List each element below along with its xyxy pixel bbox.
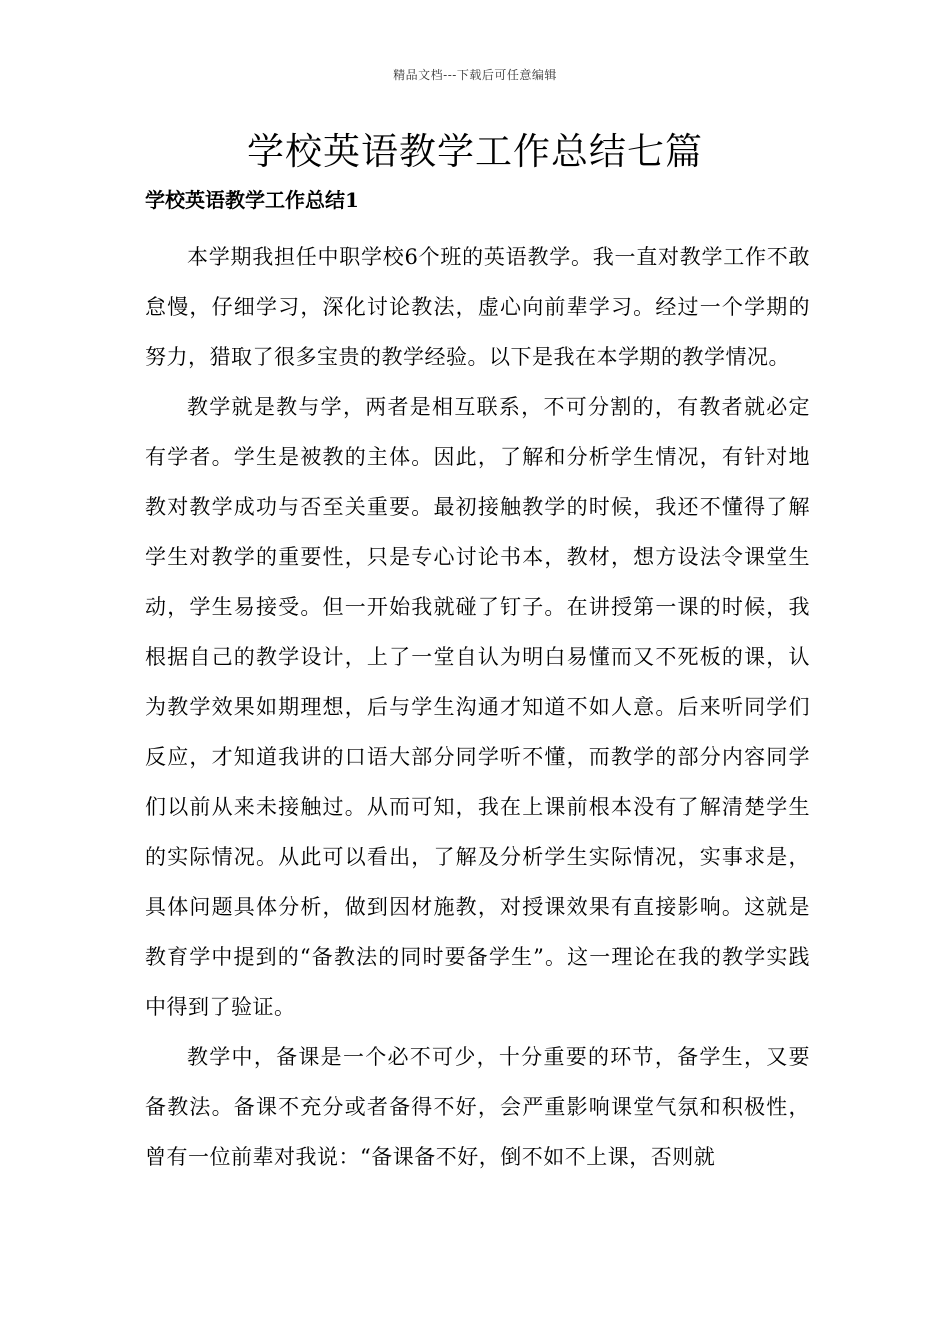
document-body: [145, 232, 810, 1182]
paragraph: 教学中，备课是一个必不可少，十分重要的环节，备学生，又要备教法。备课不充分或者备得不好，会严重影响课堂气氛和积极性，曾有一位前辈对我说：“备课备不好，倒不如不上课，否则就: [145, 1045, 810, 1169]
section-heading: 学校英语教学工作总结1: [145, 188, 359, 212]
paragraph: 本学期我担任中职学校6个班的英语教学。我一直对教学工作不敢怠慢，仔细学习，深化讨论教法，虚心向前辈学习。经过一个学期的努力，猎取了很多宝贵的教学经验。以下是我在本学期的教学情况。: [145, 245, 810, 369]
header-note: 精品文档---下载后可任意编辑: [393, 68, 557, 82]
document-title: 学校英语教学工作总结七篇: [247, 130, 703, 173]
paragraph: 教学就是教与学，两者是相互联系，不可分割的，有教者就必定有学者。学生是被教的主体。因此，了解和分析学生情况，有针对地教对教学成功与否至关重要。最初接触教学的时候，我还不懂得了解学生对教学的重要性，只是专心讨论书本，教材，想方设法令课堂生动，学生易接受。但一开始我就碰了钉子。在讲授第一课的时候，我根据自己的教学设计，上了一堂自认为明白易懂而又不死板的课，认为教学效果如期理想，后与学生沟通才知道不如人意。后来听同学们反应，才知道我讲的口语大部分同学听不懂，而教学的部分内容同学们以前从来未接触过。从而可知，我在上课前根本没有了解清楚学生的实际情况。从此可以看出，了解及分析学生实际情况，实事求是，具体问题具体分析，做到因材施教，对授课效果有直接影响。这就是教育学中提到的“备教法的同时要备学生”。这一理论在我的教学实践中得到了验证。: [145, 395, 810, 1019]
